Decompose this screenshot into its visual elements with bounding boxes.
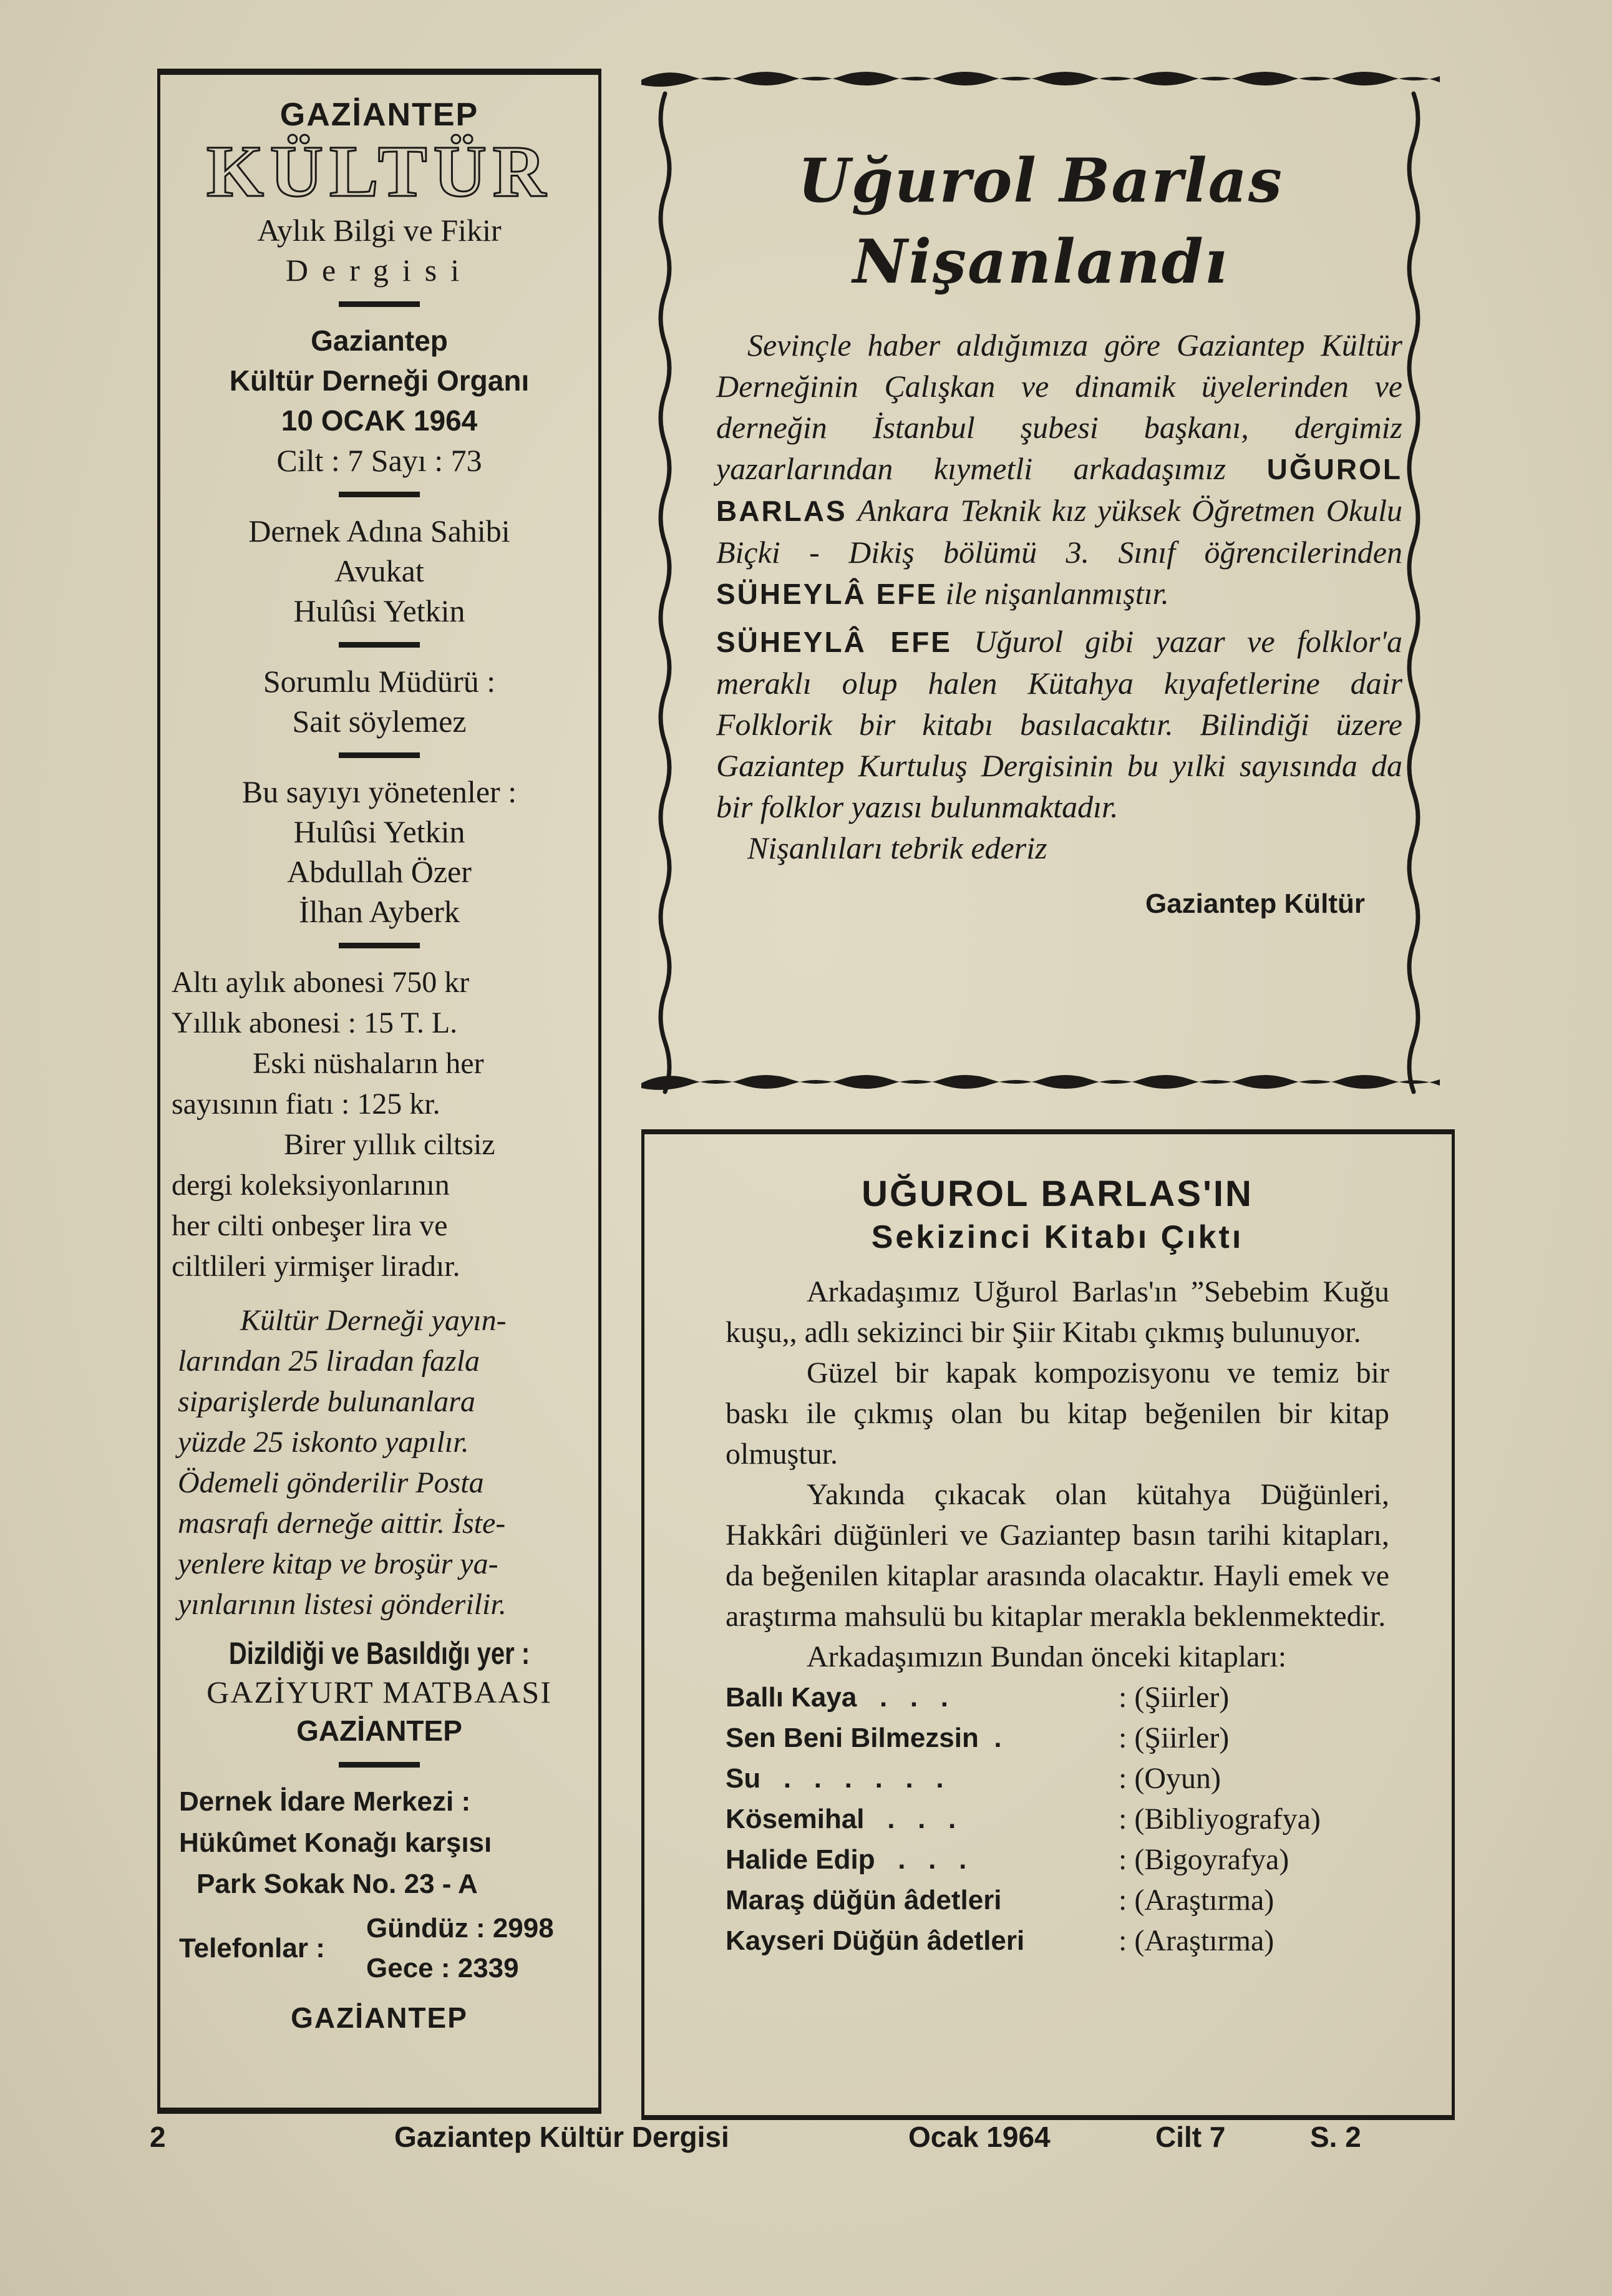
engagement-announcement <box>641 62 1440 1098</box>
book-genre: : (Oyun) <box>1119 1762 1221 1795</box>
discount-line: yenlere kitap ve broşür ya- <box>178 1547 498 1581</box>
list-item <box>726 1880 1389 1920</box>
announcement-text: Uğurol gibi yazar ve folklor'a meraklı olup halen Kütahya kıyafetlerine dair Folklorik bir kitabı basılacaktır. Bilindiği üzere Gaziantep Kurtuluş Dergisinin bu yılki sayısında da bir folklor yazısı bulunmaktadır. <box>716 624 1403 824</box>
footer-volume: Cilt 7 <box>1155 2121 1226 2153</box>
book-title: Kayseri Düğün âdetleri <box>726 1925 1025 1956</box>
footer-magazine: Gaziantep Kültür Dergisi <box>394 2121 729 2153</box>
printed-by-label: Dizildiği ve Basıldığı yer : <box>228 1636 530 1671</box>
printer-name: GAZİYURT MATBAASI <box>206 1675 552 1710</box>
book-article <box>641 1129 1455 2120</box>
volume-issue: Cilt : 7 Sayı : 73 <box>276 443 482 479</box>
book-genre: : (Bigoyrafya) <box>1119 1843 1289 1876</box>
subscription-line: Altı aylık abonesi 750 kr <box>172 966 470 1000</box>
subtitle-line: Dergisi <box>285 253 473 288</box>
article-paragraph: Güzel bir kapak kompozisyonu ve temiz bir baskı ile çıkmış olan bu kitap beğenilen bir kitap olmuştur. <box>726 1356 1389 1471</box>
subscription-line: her cilti onbeşer lira ve <box>172 1209 448 1243</box>
book-title: Kösemihal . . . <box>726 1804 956 1834</box>
article-paragraph: Arkadaşımızın Bundan önceki kitapları: <box>807 1640 1287 1673</box>
person-name: UĞUROL BARLAS <box>716 453 1402 527</box>
book-title: Ballı Kaya . . . <box>726 1682 949 1713</box>
managers-line: Abdullah Özer <box>287 854 472 890</box>
list-item <box>726 1920 1389 1961</box>
discount-line: Kültür Derneği yayın- <box>240 1304 507 1338</box>
divider <box>339 752 420 758</box>
owner-line: Avukat <box>334 553 424 589</box>
book-genre: : (Şiirler) <box>1119 1721 1230 1754</box>
divider <box>339 492 420 497</box>
article-heading: UĞUROL BARLAS'IN <box>862 1174 1253 1214</box>
subscription-line: Yıllık abonesi : 15 T. L. <box>172 1006 458 1040</box>
editor-line: Sait söylemez <box>292 704 467 739</box>
subscription-line: ciltlileri yirmişer liradır. <box>172 1250 460 1283</box>
article-paragraph: Arkadaşımız Uğurol Barlas'ın ”Sebebim Kuğu kuşu,, adlı sekizinci bir Şiir Kitabı çıkmış bulunuyor. <box>726 1275 1389 1349</box>
book-title: Sen Beni Bilmezsin . <box>726 1723 1002 1753</box>
announcement-text: ile nişanlanmıştır. <box>938 576 1169 611</box>
announcement-title: Nişanlandı <box>852 226 1229 297</box>
divider <box>339 642 420 648</box>
masthead-column <box>157 69 601 2114</box>
book-title: Su . . . . . . <box>726 1763 944 1794</box>
book-genre: : (Araştırma) <box>1119 1884 1275 1917</box>
divider <box>339 943 420 948</box>
divider <box>339 1762 420 1768</box>
list-item <box>726 1677 1389 1718</box>
address-line: Dernek İdare Merkezi : <box>179 1786 471 1817</box>
divider <box>339 301 420 307</box>
announcement-title: Uğurol Barlas <box>798 145 1283 216</box>
previous-books-list <box>726 1677 1389 1961</box>
phone-night: Gece : 2339 <box>366 1953 519 1984</box>
footer-date: Ocak 1964 <box>908 2121 1051 2153</box>
announcement-body <box>716 324 1402 925</box>
address-line: Park Sokak No. 23 - A <box>197 1869 478 1900</box>
person-name: SÜHEYLÂ EFE <box>716 626 952 658</box>
book-title: Halide Edip . . . <box>726 1844 967 1875</box>
issue-date: 10 OCAK 1964 <box>281 404 478 437</box>
magazine-title: KÜLTÜR <box>206 130 552 213</box>
person-name: SÜHEYLÂ EFE <box>716 578 938 610</box>
printer-city: GAZİANTEP <box>296 1715 462 1748</box>
discount-line: Ödemeli gönderilir Posta <box>178 1466 484 1500</box>
phone-day: Gündüz : 2998 <box>366 1913 554 1944</box>
article-paragraph: Yakında çıkacak olan kütahya Düğünleri, Hakkâri düğünleri ve Gaziantep basın tarihi kitapları, da beğenilen kitaplar arasında olacaktır. Hayli emek ve araştırma mahsulü bu kitaplar merakla beklenmektedir. <box>726 1478 1389 1633</box>
managers-line: İlhan Ayberk <box>299 894 460 930</box>
list-item <box>726 1839 1389 1880</box>
list-item <box>726 1718 1389 1758</box>
announcement-text: Sevinçle haber aldığımıza göre Gaziantep Kültür Derneğinin Çalışkan ve dinamik üyelerinden ve derneğin İstanbul şubesi başkanı, dergimiz yazarlarından kıymetli arkadaşımız <box>716 328 1402 486</box>
list-item <box>726 1799 1389 1839</box>
discount-line: yüzde 25 iskonto yapılır. <box>178 1426 469 1459</box>
managers-line: Bu sayıyı yönetenler : <box>241 774 517 810</box>
editor-line: Sorumlu Müdürü : <box>263 664 496 699</box>
subscription-line: sayısının fiatı : 125 kr. <box>172 1087 440 1121</box>
managers-line: Hulûsi Yetkin <box>293 814 465 850</box>
subscription-line: Eski nüshaların her <box>253 1047 484 1081</box>
phones-block <box>172 1909 587 1988</box>
book-genre: : (Araştırma) <box>1119 1924 1275 1957</box>
discount-line: yınlarının listesi gönderilir. <box>178 1588 507 1622</box>
subtitle-line: Aylık Bilgi ve Fikir <box>257 213 502 248</box>
discount-line: siparişlerde bulunanlara <box>178 1385 475 1419</box>
book-genre: : (Bibliyografya) <box>1119 1802 1321 1836</box>
subscription-line: dergi koleksiyonlarının <box>172 1169 450 1202</box>
phones-label: Telefonlar : <box>179 1933 325 1964</box>
discount-line: larından 25 liradan fazla <box>178 1345 480 1378</box>
masthead-city: GAZİANTEP <box>279 97 479 133</box>
bottom-city: GAZİANTEP <box>291 2002 468 2035</box>
book-title: Maraş düğün âdetleri <box>726 1885 1002 1915</box>
page-footer <box>150 2120 1460 2164</box>
owner-line: Hulûsi Yetkin <box>293 593 465 629</box>
congratulations: Nişanlıları tebrik ederiz <box>747 830 1047 865</box>
organ-line: Gaziantep <box>311 324 448 358</box>
list-item <box>726 1758 1389 1799</box>
article-subheading: Sekizinci Kitabı Çıktı <box>871 1219 1244 1255</box>
page-number: 2 <box>150 2121 166 2153</box>
subscription-line: Birer yıllık ciltsiz <box>284 1128 495 1162</box>
footer-page: S. 2 <box>1310 2121 1361 2153</box>
announcement-text: Ankara Teknik kız yüksek Öğretmen Okulu Biçki - Dikiş bölümü 3. Sınıf öğrencilerinden <box>716 493 1402 570</box>
address-line: Hükûmet Konağı karşısı <box>179 1827 492 1859</box>
book-genre: : (Şiirler) <box>1119 1681 1230 1714</box>
discount-line: masrafı derneğe aittir. İste- <box>178 1507 506 1540</box>
announcement-signature: Gaziantep Kültür <box>1145 888 1365 919</box>
organ-line: Kültür Derneği Organı <box>229 364 530 397</box>
owner-line: Dernek Adına Sahibi <box>248 513 510 549</box>
